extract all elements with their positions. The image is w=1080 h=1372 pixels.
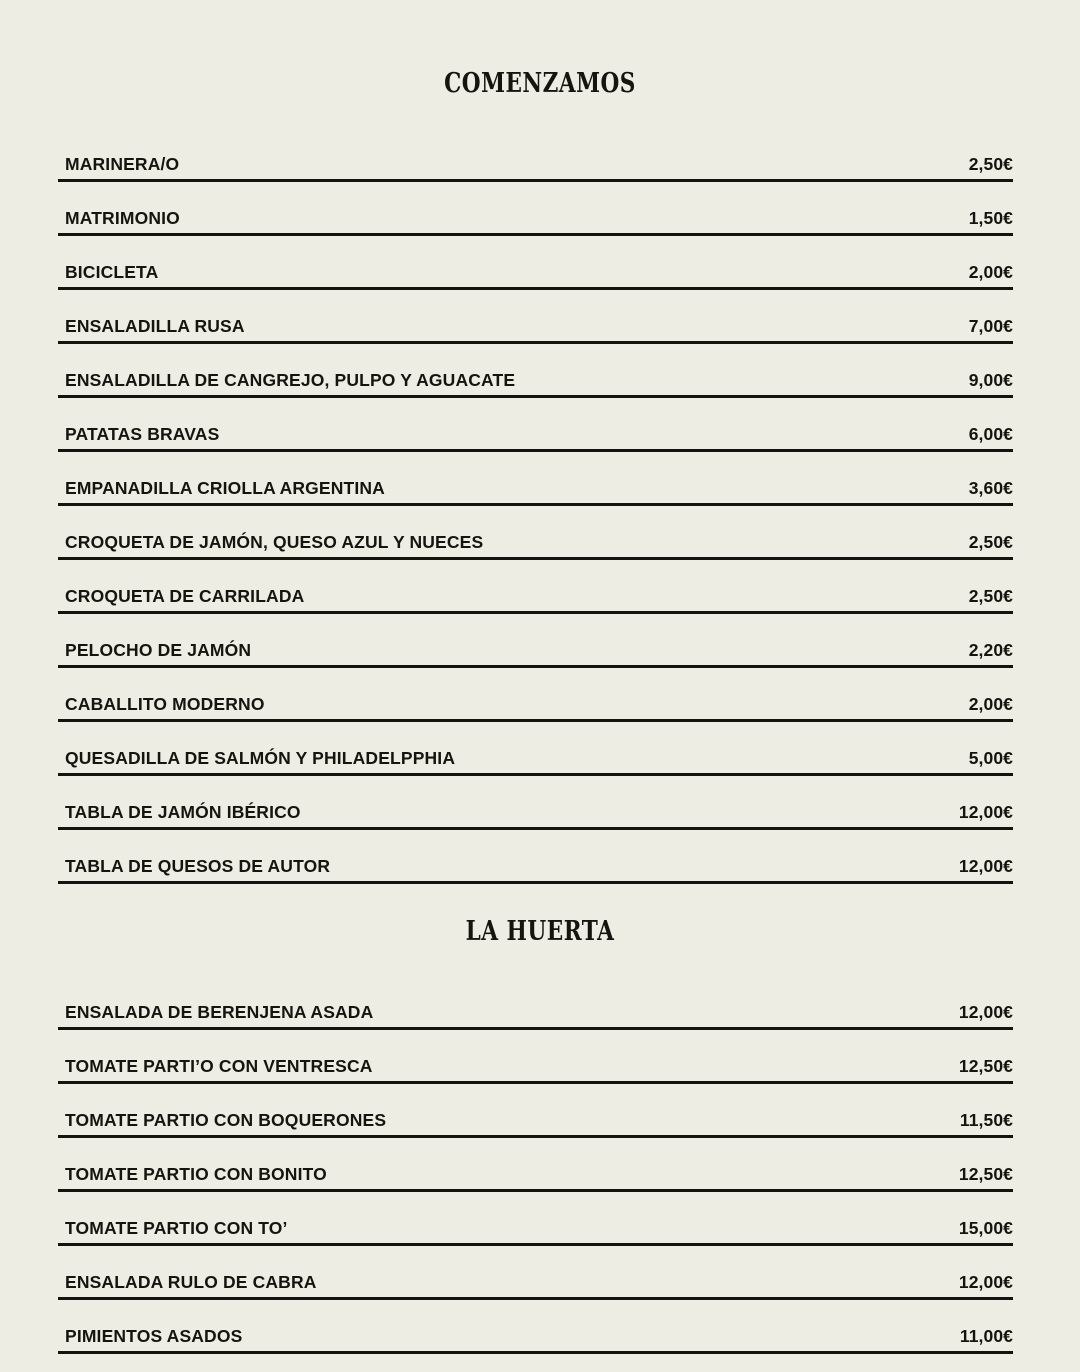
menu-item-price: 12,50€ — [958, 1055, 1013, 1076]
menu-item-price: 5,00€ — [968, 747, 1013, 768]
menu-item-name: MARINERA/O — [65, 153, 180, 174]
section-title-la-huerta: LA HUERTA — [465, 916, 615, 948]
menu-item-price: 11,00€ — [959, 1325, 1013, 1346]
menu-item-row — [58, 398, 1013, 452]
menu-item-row — [58, 182, 1013, 236]
menu-item-row — [58, 1300, 1013, 1354]
menu-item-name: TABLA DE JAMÓN IBÉRICO — [65, 801, 301, 822]
menu-item-name: CABALLITO MODERNO — [65, 693, 265, 714]
menu-item-name: TABLA DE QUESOS DE AUTOR — [65, 855, 331, 876]
menu-item-name: PIMIENTOS ASADOS — [65, 1325, 243, 1346]
menu-item-name: ENSALADA DE BERENJENA ASADA — [65, 1001, 374, 1022]
menu-item-row — [58, 668, 1013, 722]
menu-item-list-huerta — [0, 976, 1080, 1354]
menu-item-row — [58, 722, 1013, 776]
menu-item-row — [58, 236, 1013, 290]
menu-item-row — [58, 830, 1013, 884]
menu-item-row — [58, 344, 1013, 398]
menu-item-row — [58, 1192, 1013, 1246]
menu-item-name: QUESADILLA DE SALMÓN Y PHILADELPPHIA — [65, 747, 456, 768]
menu-item-name: ENSALADILLA RUSA — [65, 315, 245, 336]
menu-item-price: 2,20€ — [968, 639, 1013, 660]
menu-item-row — [58, 290, 1013, 344]
menu-item-row — [58, 976, 1013, 1030]
menu-item-price: 2,00€ — [968, 693, 1013, 714]
menu-item-price: 9,00€ — [968, 369, 1013, 390]
menu-item-name: ENSALADA RULO DE CABRA — [65, 1271, 317, 1292]
menu-item-row — [58, 1084, 1013, 1138]
menu-item-name: BICICLETA — [65, 261, 159, 282]
menu-item-row — [58, 128, 1013, 182]
menu-item-row — [58, 614, 1013, 668]
menu-item-name: CROQUETA DE CARRILADA — [65, 585, 305, 606]
menu-item-row — [58, 452, 1013, 506]
menu-item-row — [58, 1030, 1013, 1084]
menu-item-name: EMPANADILLA CRIOLLA ARGENTINA — [65, 477, 385, 498]
menu-item-price: 2,50€ — [968, 153, 1013, 174]
menu-item-name: TOMATE PARTI’O CON VENTRESCA — [65, 1055, 373, 1076]
menu-item-name: CROQUETA DE JAMÓN, QUESO AZUL Y NUECES — [65, 531, 484, 552]
menu-item-price: 2,00€ — [968, 261, 1013, 282]
menu-section-comenzamos — [0, 22, 1080, 884]
menu-item-price: 3,60€ — [968, 477, 1013, 498]
menu-page — [0, 22, 1080, 1372]
menu-item-list-comenzamos — [0, 128, 1080, 884]
menu-item-price: 12,00€ — [958, 1271, 1013, 1292]
menu-item-name: MATRIMONIO — [65, 207, 180, 228]
menu-item-price: 6,00€ — [968, 423, 1013, 444]
menu-item-price: 2,50€ — [968, 531, 1013, 552]
menu-item-row — [58, 506, 1013, 560]
menu-item-price: 15,00€ — [958, 1217, 1013, 1238]
menu-item-row — [58, 1138, 1013, 1192]
menu-item-row — [58, 776, 1013, 830]
menu-item-price: 12,00€ — [958, 1001, 1013, 1022]
menu-item-price: 12,50€ — [958, 1163, 1013, 1184]
menu-item-price: 1,50€ — [968, 207, 1013, 228]
menu-item-name: TOMATE PARTIO CON BONITO — [65, 1163, 327, 1184]
section-title-comenzamos: COMENZAMOS — [444, 68, 636, 100]
menu-item-name: ENSALADILLA DE CANGREJO, PULPO Y AGUACATE — [65, 369, 516, 390]
menu-item-price: 7,00€ — [968, 315, 1013, 336]
menu-item-price: 12,00€ — [958, 855, 1013, 876]
menu-section-huerta — [0, 918, 1080, 1354]
menu-item-name: TOMATE PARTIO CON TO’ — [65, 1217, 288, 1238]
menu-item-price: 12,00€ — [958, 801, 1013, 822]
menu-item-name: PATATAS BRAVAS — [65, 423, 220, 444]
menu-item-row — [58, 560, 1013, 614]
menu-item-price: 11,50€ — [959, 1109, 1013, 1130]
menu-item-name: PELOCHO DE JAMÓN — [65, 639, 252, 660]
menu-item-price: 2,50€ — [968, 585, 1013, 606]
menu-item-name: TOMATE PARTIO CON BOQUERONES — [65, 1109, 387, 1130]
menu-item-row — [58, 1246, 1013, 1300]
